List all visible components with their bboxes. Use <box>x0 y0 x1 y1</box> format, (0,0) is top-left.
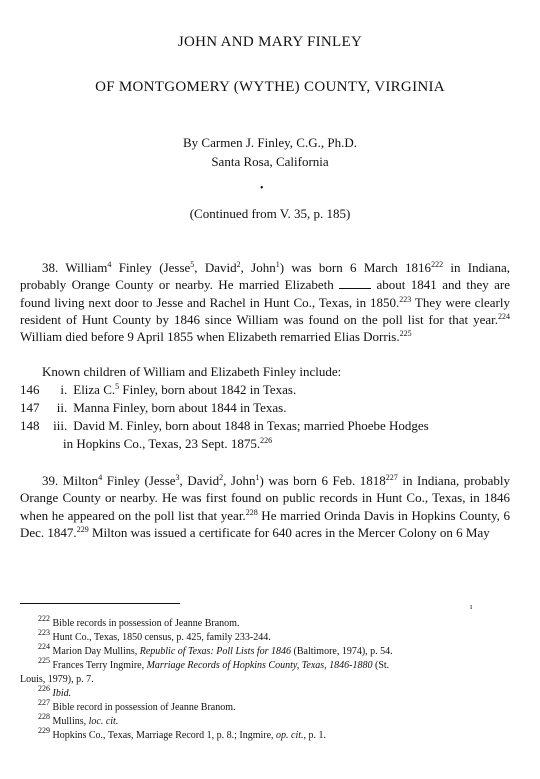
blank-surname-line <box>339 278 371 289</box>
footnote-222 <box>20 614 520 631</box>
p38-text-f: in Indiana, probably Orange County or nearby. He married Elizabeth <box>20 260 511 293</box>
p38-text-c: , David <box>194 260 237 275</box>
footnote-text: Mullins, <box>52 716 89 727</box>
footnote-225 <box>20 656 520 673</box>
p38-text-b: Finley (Jesse <box>111 260 191 275</box>
p39-sup-4: 1 <box>255 473 260 482</box>
paragraph-william-finley <box>20 259 510 345</box>
footnote-number: 223 <box>38 628 50 637</box>
footnote-number: 227 <box>38 698 50 707</box>
child-entry-148-continued <box>20 435 520 452</box>
footnote-text: Republic of Texas: Poll Lists for 1846 <box>139 646 292 657</box>
child-roman: i. <box>60 382 68 397</box>
footnote-ref-223: 223 <box>399 294 412 304</box>
footnote-ref-224: 224 <box>498 311 510 321</box>
child-roman: ii. <box>56 400 68 415</box>
child-entry-146 <box>20 381 520 398</box>
footnote-number: 225 <box>38 656 50 665</box>
footnote-text: Hunt Co., Texas, 1850 census, p. 425, family 233-244. <box>52 632 271 643</box>
footnote-224 <box>20 642 520 659</box>
footnote-text: (St. <box>372 660 390 671</box>
footnote-ref-225: 225 <box>399 329 412 339</box>
footnote-text: , p. 1. <box>303 730 327 741</box>
separator-bullet: • <box>260 183 264 194</box>
footnotes <box>20 614 520 743</box>
article-title-line-2: OF MONTGOMERY (WYTHE) COUNTY, VIRGINIA <box>95 79 445 95</box>
footnote-223 <box>20 628 520 645</box>
footnote-number: 222 <box>38 614 50 623</box>
child-text: Manna Finley, born about 1844 in Texas. <box>73 400 287 415</box>
footnote-text: Bible record in possession of Jeanne Branom. <box>52 702 236 713</box>
p38-text-a: 38. William <box>42 260 108 275</box>
p38-text-e: ) was born 6 March 1816 <box>279 260 432 275</box>
footnote-ref-228: 228 <box>245 507 258 517</box>
p39-text-f: in Indiana, probably Orange County or nearby. He was first found on public records in Hunt Co., Texas, in 1846 when he appeared on the poll list that year. <box>20 473 510 523</box>
footnote-number: 228 <box>38 712 50 721</box>
continued-note: (Continued from V. 35, p. 185) <box>189 206 351 221</box>
footnote-225-continued: Louis, 1979), p. 7. <box>20 674 94 685</box>
footnote-text: Ibid. <box>52 688 72 699</box>
child-number: 146 <box>20 382 40 397</box>
p39-sup-3: 2 <box>219 473 224 482</box>
footnote-226 <box>20 684 520 701</box>
p38-text-i: William died before 9 April 1855 when Elizabeth remarried Elias Dorris. <box>20 329 400 345</box>
child-entry-148 <box>20 417 520 434</box>
p38-text-g: about 1841 and they are found living next door to Jesse and Rachel in Hunt Co., Texas, in 1850. <box>20 277 510 310</box>
footnote-227 <box>20 698 520 715</box>
p39-sup-1: 4 <box>98 473 103 482</box>
footnote-text: Bible records in possession of Jeanne Branom. <box>52 618 240 629</box>
p39-text-h: Milton was issued a certificate for 640 acres in the Mercer Colony on 6 May <box>88 524 490 540</box>
p39-text-d: , John <box>223 473 256 488</box>
footnote-ref-227: 227 <box>385 473 398 482</box>
p39-text-b: Finley (Jesse <box>102 473 176 488</box>
footnote-text: Marion Day Mullins, <box>52 646 140 657</box>
p39-text-a: 39. Milton <box>42 473 99 488</box>
p39-text-g: He married Orinda Davis in Hopkins County, 6 Dec. 1847. <box>20 507 511 540</box>
child-sup: 5 <box>115 382 120 391</box>
author-byline: By Carmen J. Finley, C.G., Ph.D. <box>183 135 357 150</box>
footnote-divider <box>20 603 180 604</box>
footnote-ref-222: 222 <box>431 260 444 269</box>
child-text: David M. Finley, born about 1848 in Texas; married Phoebe Hodges <box>73 418 429 433</box>
child-roman: iii. <box>53 418 68 433</box>
footnote-number: 224 <box>38 642 50 651</box>
p39-text-e: ) was born 6 Feb. 1818 <box>259 473 386 488</box>
p39-sup-2: 3 <box>175 473 180 482</box>
footnote-text: loc. cit. <box>88 716 119 727</box>
paragraph-milton-finley <box>20 472 510 541</box>
p38-sup-3: 2 <box>236 260 241 269</box>
footnote-text: Hopkins Co., Texas, Marriage Record 1, p. 8.; Ingmire, <box>52 730 277 741</box>
p38-text-d: , John <box>240 260 276 275</box>
footnote-text: Frances Terry Ingmire, <box>52 660 147 671</box>
child-text-cont: in Hopkins Co., Texas, 23 Sept. 1875. <box>63 436 261 451</box>
child-number: 147 <box>20 400 40 415</box>
footnote-text: Marriage Records of Hopkins County, Texas, 1846-1880 <box>146 660 373 671</box>
child-number: 148 <box>20 418 40 433</box>
footnote-ref-229: 229 <box>76 524 89 534</box>
known-children-intro <box>20 363 510 380</box>
child-entry-147 <box>20 399 520 416</box>
footnote-text: op. cit. <box>276 730 304 741</box>
footnote-number: 226 <box>38 684 50 693</box>
known-children-text: Known children of William and Elizabeth Finley include: <box>42 364 342 379</box>
footnote-ref-226: 226 <box>260 436 273 445</box>
p39-text-c: , David <box>179 473 220 488</box>
footnote-text: (Baltimore, 1974), p. 54. <box>291 646 393 657</box>
stray-mark: ı <box>470 602 473 611</box>
footnote-number: 229 <box>38 726 50 735</box>
author-location: Santa Rosa, California <box>211 154 329 169</box>
p38-sup-2: 5 <box>190 260 195 269</box>
footnote-229 <box>20 726 520 743</box>
p38-sup-4: 1 <box>275 260 280 269</box>
child-text-rest: Finley, born about 1842 in Texas. <box>119 382 297 397</box>
p38-sup-1: 4 <box>107 260 112 269</box>
p38-text-h: They were clearly resident of Hunt County by 1846 since William was found on the poll list for that year. <box>20 294 510 327</box>
child-text: Eliza C. <box>73 382 116 397</box>
footnote-228 <box>20 712 520 729</box>
article-title-line-1: JOHN AND MARY FINLEY <box>177 34 363 50</box>
